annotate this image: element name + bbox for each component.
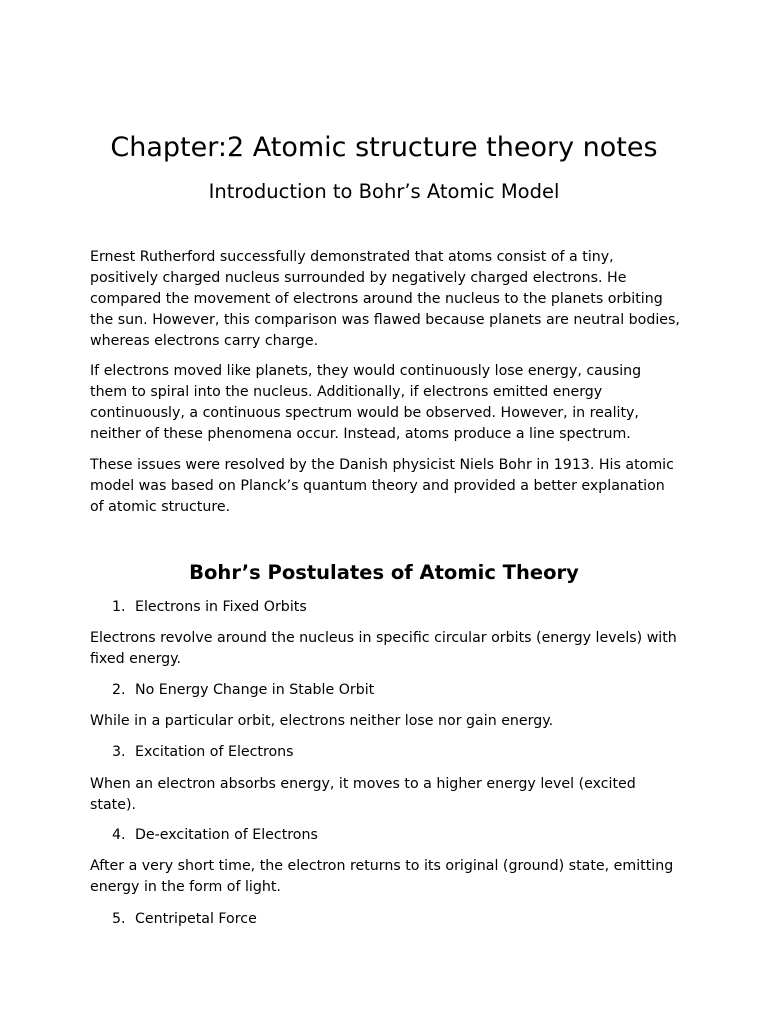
list-number: 2.	[112, 682, 126, 698]
postulate-description: After a very short time, the electron returns to its original (ground) state, emitting energy in the form of light.	[90, 858, 674, 895]
list-number: 4.	[112, 827, 126, 843]
postulate-title: De-excitation of Electrons	[135, 827, 318, 843]
postulate-description: Electrons revolve around the nucleus in specific circular orbits (energy levels) with fixed energy.	[90, 630, 677, 667]
postulate-description: While in a particular orbit, electrons neither lose nor gain energy.	[90, 713, 554, 729]
postulate-title: Excitation of Electrons	[135, 744, 294, 760]
page-title: Chapter:2 Atomic structure theory notes	[110, 132, 658, 163]
list-number: 5.	[112, 911, 126, 927]
postulate-title: Centripetal Force	[135, 911, 257, 927]
intro-paragraph-2: If electrons moved like planets, they would continuously lose energy, causing them to spiral into the nucleus. Additionally, if electrons emitted energy continuously, a continuous spectrum would be observed. However, in reality, neither of these phenomena occur. Instead, atoms produce a line spectrum.	[90, 363, 642, 442]
list-number: 1.	[112, 599, 126, 615]
intro-paragraph-3: These issues were resolved by the Danish physicist Niels Bohr in 1913. His atomic model was based on Planck’s quantum theory and provided a better explanation of atomic structure.	[90, 457, 674, 515]
section-heading: Bohr’s Postulates of Atomic Theory	[189, 561, 579, 584]
intro-paragraph-1: Ernest Rutherford successfully demonstrated that atoms consist of a tiny, positively charged nucleus surrounded by negatively charged electrons. He compared the movement of electrons around the nucleus to the planets orbiting the sun. However, this comparison was flawed because planets are neutral bodies, whereas electrons carry charge.	[90, 249, 680, 349]
postulate-title: Electrons in Fixed Orbits	[135, 599, 307, 615]
list-number: 3.	[112, 744, 126, 760]
page-subtitle: Introduction to Bohr’s Atomic Model	[208, 180, 560, 203]
postulate-title: No Energy Change in Stable Orbit	[135, 682, 375, 698]
postulate-description: When an electron absorbs energy, it moves to a higher energy level (excited state).	[90, 776, 636, 813]
